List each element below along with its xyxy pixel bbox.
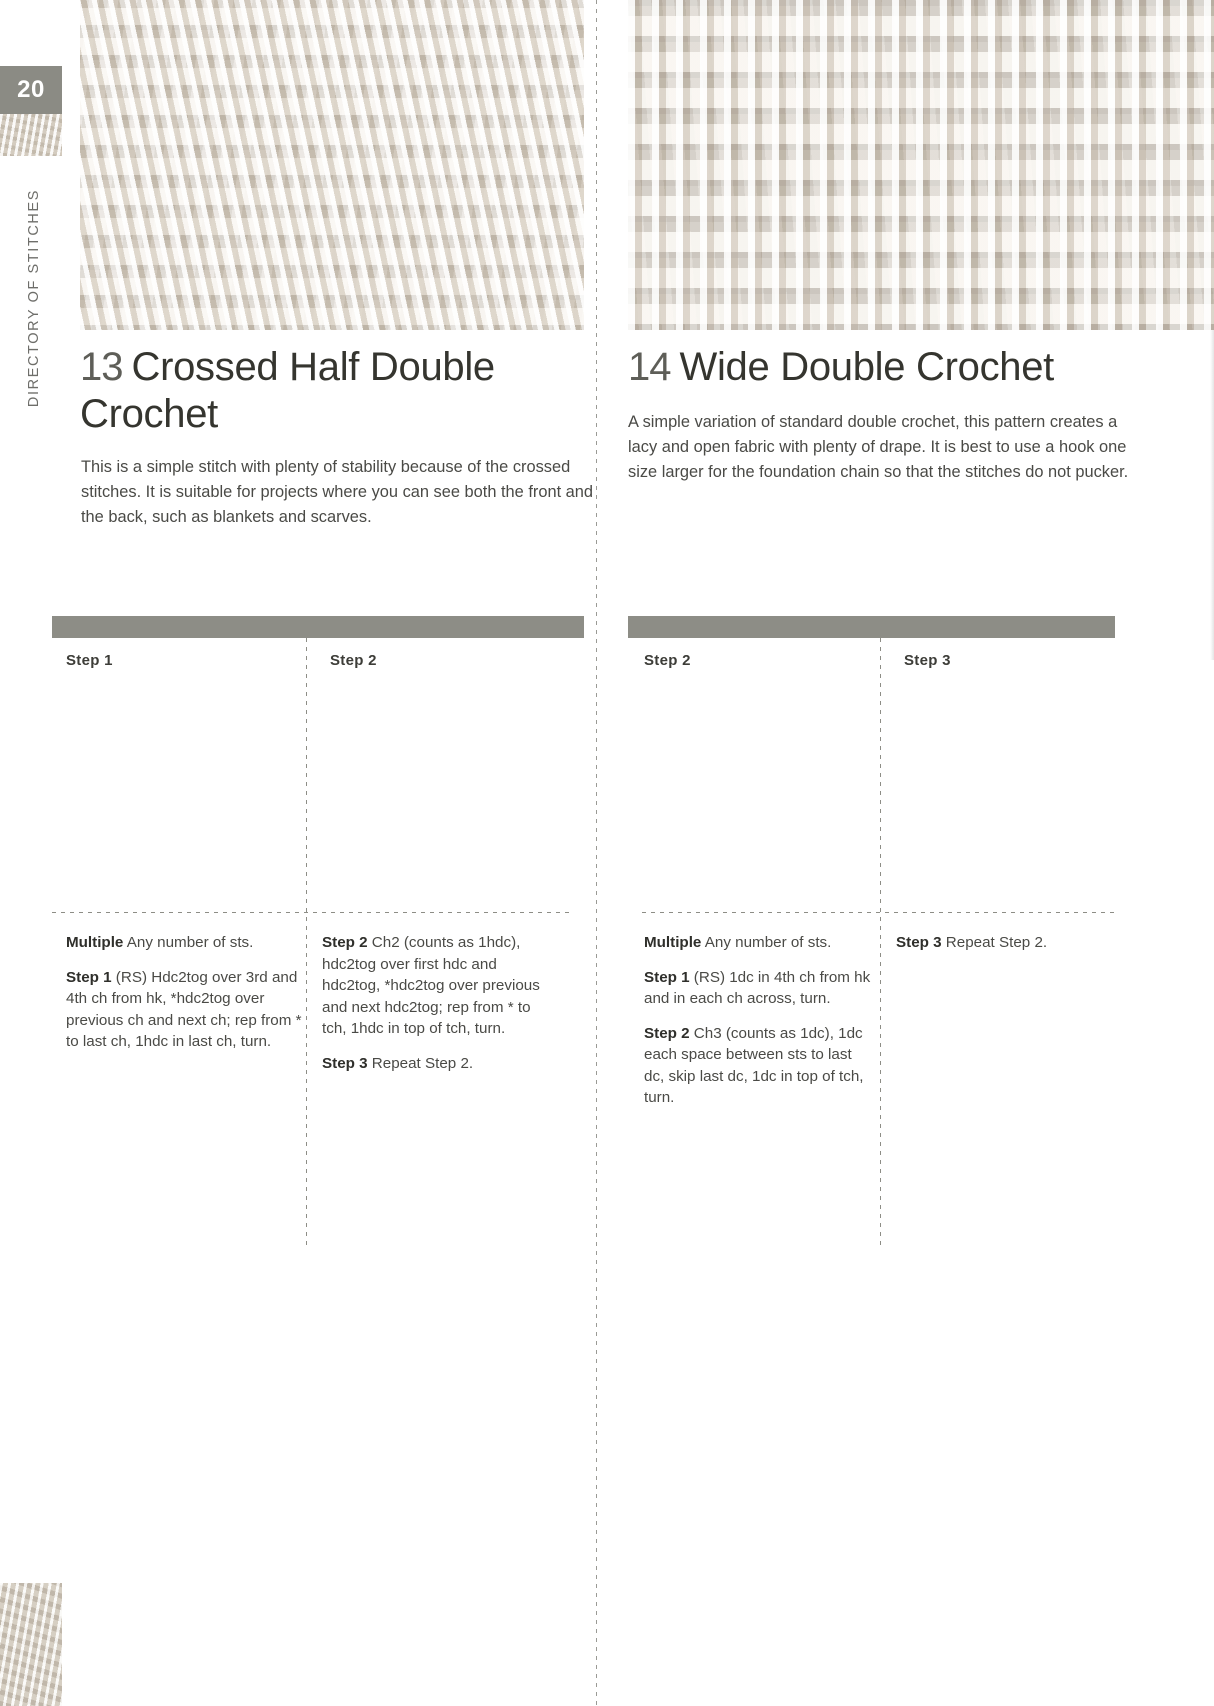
- stitch-number-14: 14: [628, 345, 671, 389]
- instruction-label: Step 3: [322, 1054, 368, 1072]
- step-instruction-divider-13: [52, 912, 572, 913]
- instruction-paragraph: Step 2 Ch3 (counts as 1dc), 1dc each space between sts to last dc, skip last dc, 1dc in top of tch, turn.: [644, 1024, 864, 1107]
- step-column-divider-14: [880, 638, 881, 1248]
- page-number-tab: 20: [0, 66, 62, 114]
- margin-swatch-bottom-image: [0, 1583, 62, 1706]
- instruction-paragraph: Step 2 Ch2 (counts as 1hdc), hdc2tog over first hdc and hdc2tog, *hdc2tog over previous and next hdc2tog; rep from * to tch, 1hdc in top of tch, turn.: [322, 934, 540, 1038]
- stitch-title-text-14: Wide Double Crochet: [679, 345, 1054, 389]
- stitch-swatch-photo-14: [628, 0, 1214, 330]
- step-header-14-1: Step 2: [644, 652, 691, 669]
- section-running-head: DIRECTORY OF STITCHES: [26, 188, 42, 408]
- step-instructions-14-col2: [896, 932, 1116, 967]
- step-column-divider-13: [306, 638, 307, 1248]
- instruction-label: Multiple: [644, 934, 702, 951]
- instruction-label: Step 1: [66, 968, 112, 986]
- instruction-paragraph: Step 3 Repeat Step 2.: [896, 934, 1048, 951]
- step-panel-header-bar-14: [628, 616, 1115, 638]
- step-illustration-14-1: [644, 672, 866, 902]
- instruction-paragraph: Multiple Any number of sts.: [644, 934, 832, 951]
- step-header-13-2: Step 2: [330, 652, 377, 669]
- stitch-title-text-13: Crossed Half Double Crochet: [80, 345, 495, 436]
- step-illustration-13-2: [322, 672, 560, 902]
- instruction-label: Step 3: [896, 934, 942, 951]
- step-illustration-13-1: [66, 672, 294, 902]
- instruction-paragraph: Multiple Any number of sts.: [66, 934, 254, 951]
- step-header-13-1: Step 1: [66, 652, 113, 669]
- step-illustration-14-2: [896, 672, 1112, 902]
- step-panel-13: [52, 616, 584, 1072]
- instruction-paragraph: Step 3 Repeat Step 2.: [322, 1054, 474, 1072]
- stitch-number-13: 13: [80, 345, 123, 389]
- instruction-paragraph: Step 1 (RS) 1dc in 4th ch from hk and in each ch across, turn.: [644, 968, 871, 1008]
- stitch-title-13: [80, 344, 580, 438]
- margin-swatch-top-image: [0, 114, 62, 156]
- step-header-14-2: Step 3: [904, 652, 951, 669]
- instruction-paragraph: Step 1 (RS) Hdc2tog over 3rd and 4th ch from hk, *hdc2tog over previous ch and next ch; rep from * to last ch, 1hdc in last ch, turn.: [66, 968, 302, 1051]
- instruction-label: Step 2: [644, 1024, 690, 1042]
- step-instructions-13-col1: [66, 932, 306, 1066]
- page-gutter-dotted-rule: [596, 0, 597, 1706]
- stitch-intro-14: A simple variation of standard double crochet, this pattern creates a lacy and open fabric with plenty of drape. It is best to use a hook one size larger for the foundation chain so that the stitches do not pucker.: [628, 413, 1129, 481]
- instruction-label: Step 1: [644, 968, 690, 986]
- step-instructions-13-col2: [322, 932, 558, 1087]
- instruction-label: Multiple: [66, 934, 124, 951]
- stitch-intro-13: This is a simple stitch with plenty of stability because of the crossed stitches. It is suitable for projects where you can see both the front and the back, such as blankets and scarves.: [81, 458, 594, 526]
- step-panel-header-bar-13: [52, 616, 584, 638]
- stitch-title-14: [628, 344, 1214, 391]
- instruction-label: Step 2: [322, 934, 368, 951]
- stitch-swatch-photo-13: [80, 0, 584, 330]
- step-instruction-divider-14: [642, 912, 1115, 913]
- step-panel-14: [628, 616, 1214, 1107]
- step-instructions-14-col1: [644, 932, 876, 1122]
